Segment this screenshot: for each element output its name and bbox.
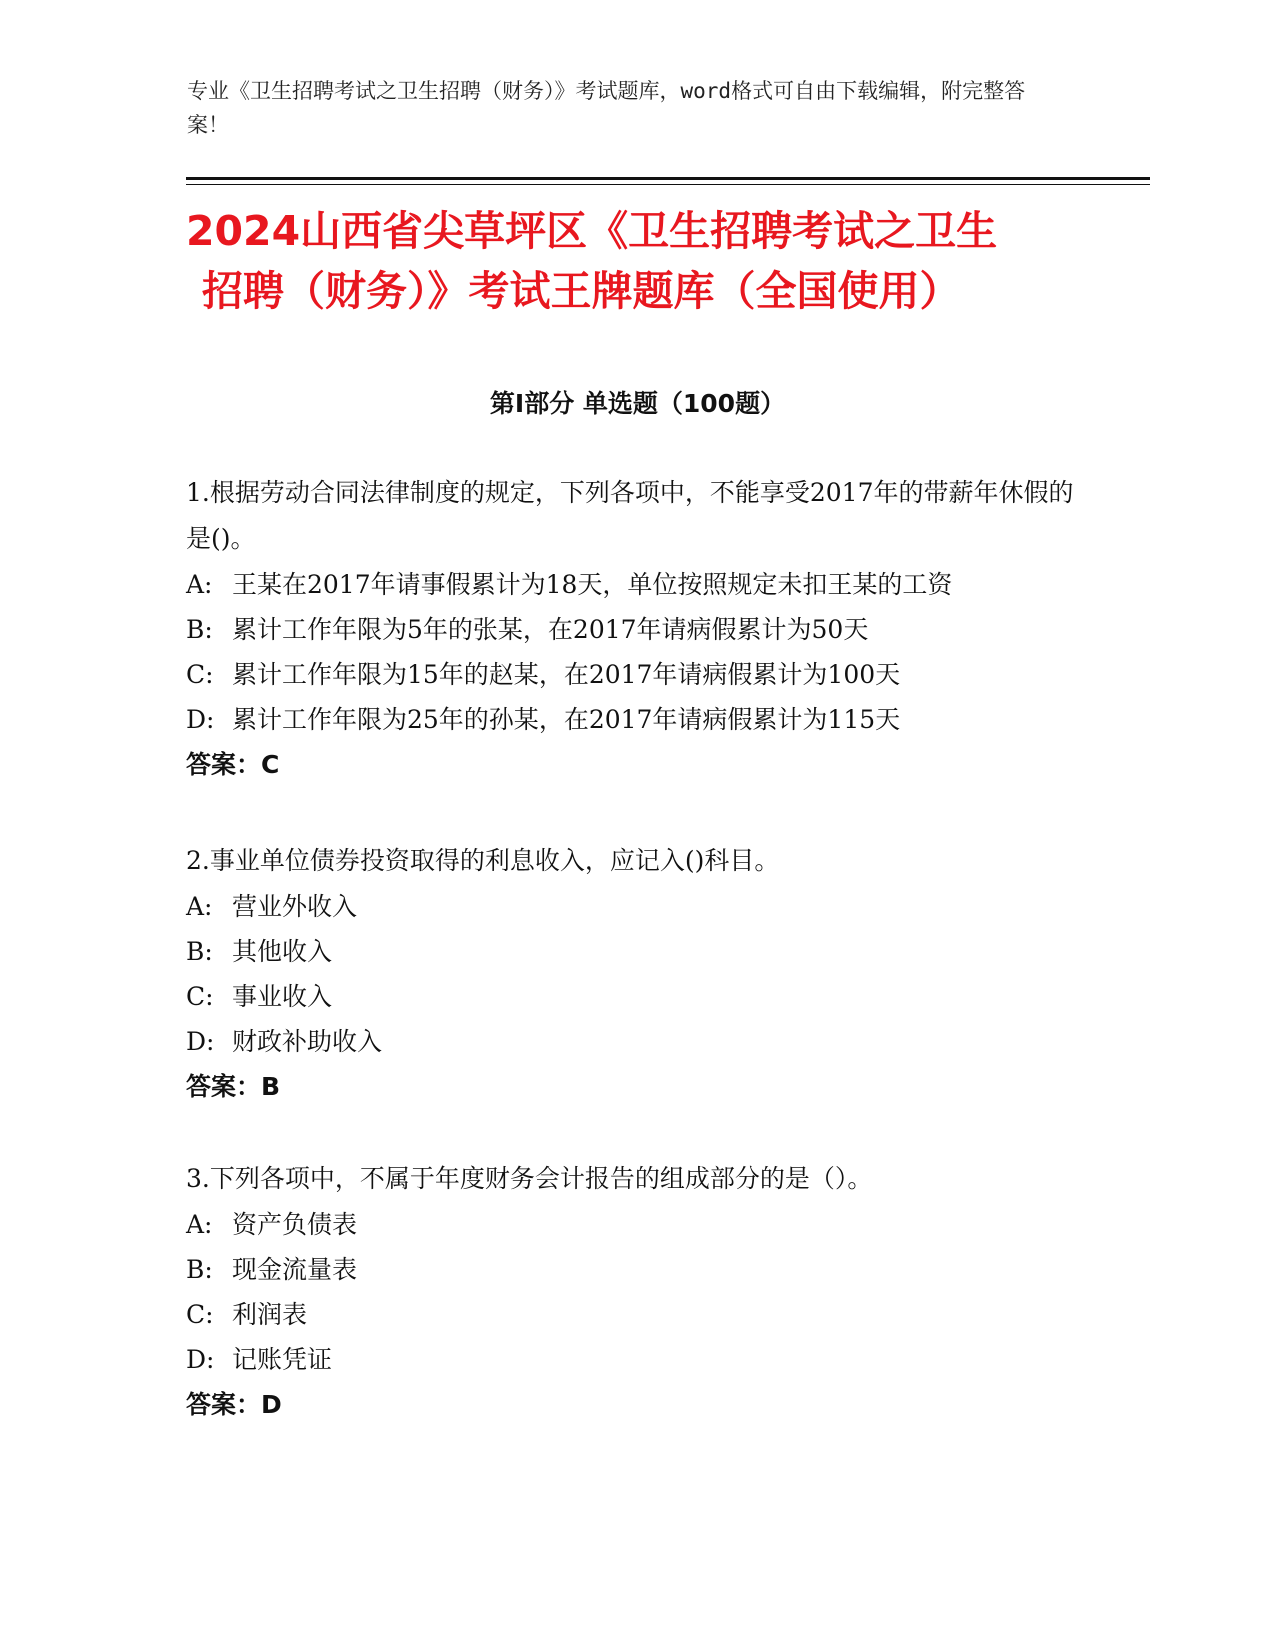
option-text: 累计工作年限为5年的张某，在2017年请病假累计为50天: [232, 615, 869, 644]
answer-line: 答案：D: [186, 1390, 282, 1419]
option-letter: A:: [186, 1210, 213, 1239]
question-1: [186, 470, 1086, 787]
option-b: [186, 1247, 1086, 1292]
option-text: 记账凭证: [232, 1345, 333, 1374]
option-text: 资产负债表: [232, 1210, 358, 1239]
option-text: 营业外收入: [232, 892, 358, 921]
header-divider-thin: [186, 184, 1150, 185]
answer-line: 答案：B: [186, 1072, 281, 1101]
option-text: 其他收入: [232, 937, 333, 966]
option-letter: B:: [186, 615, 213, 644]
option-letter: C:: [186, 660, 214, 689]
header-note: 专业《卫生招聘考试之卫生招聘（财务）》考试题库，word格式可自由下载编辑，附完整答案！: [187, 79, 1026, 137]
option-text: 事业收入: [232, 982, 333, 1011]
document-title-line-1: 2024山西省尖草坪区《卫生招聘考试之卫生: [186, 207, 998, 255]
option-letter: A:: [186, 570, 213, 599]
option-letter: D:: [186, 705, 215, 734]
option-a: [186, 884, 1086, 929]
option-letter: B:: [186, 1255, 213, 1284]
option-letter: C:: [186, 982, 214, 1011]
option-d: [186, 1019, 1086, 1064]
document-title: [186, 201, 1086, 321]
question-stem: 3.下列各项中，不属于年度财务会计报告的组成部分的是（）。: [186, 1164, 873, 1193]
option-c: [186, 652, 1086, 697]
question-2: [186, 838, 1086, 1109]
section-heading: 第Ⅰ部分 单选题（100题）: [489, 389, 786, 418]
option-letter: D:: [186, 1345, 215, 1374]
option-a: [186, 562, 1086, 607]
option-text: 财政补助收入: [232, 1027, 383, 1056]
answer-line: 答案：C: [186, 750, 280, 779]
option-text: 利润表: [232, 1300, 308, 1329]
option-text: 现金流量表: [232, 1255, 358, 1284]
option-d: [186, 1337, 1086, 1382]
option-letter: D:: [186, 1027, 215, 1056]
option-letter: A:: [186, 892, 213, 921]
option-a: [186, 1202, 1086, 1247]
option-text: 累计工作年限为25年的孙某，在2017年请病假累计为115天: [232, 705, 901, 734]
document-title-line-2: 招聘（财务）》考试王牌题库（全国使用）: [202, 267, 961, 315]
option-text: 王某在2017年请事假累计为18天，单位按照规定未扣王某的工资: [232, 570, 953, 599]
option-b: [186, 929, 1086, 974]
option-c: [186, 974, 1086, 1019]
option-c: [186, 1292, 1086, 1337]
option-b: [186, 607, 1086, 652]
option-text: 累计工作年限为15年的赵某，在2017年请病假累计为100天: [232, 660, 901, 689]
option-letter: B:: [186, 937, 213, 966]
question-stem: 2.事业单位债券投资取得的利息收入，应记入()科目。: [186, 846, 780, 875]
option-letter: C:: [186, 1300, 214, 1329]
option-d: [186, 697, 1086, 742]
question-stem: 1.根据劳动合同法律制度的规定，下列各项中，不能享受2017年的带薪年休假的是()。: [186, 478, 1074, 553]
header-divider-thick: [186, 177, 1150, 180]
question-3: [186, 1156, 1086, 1427]
